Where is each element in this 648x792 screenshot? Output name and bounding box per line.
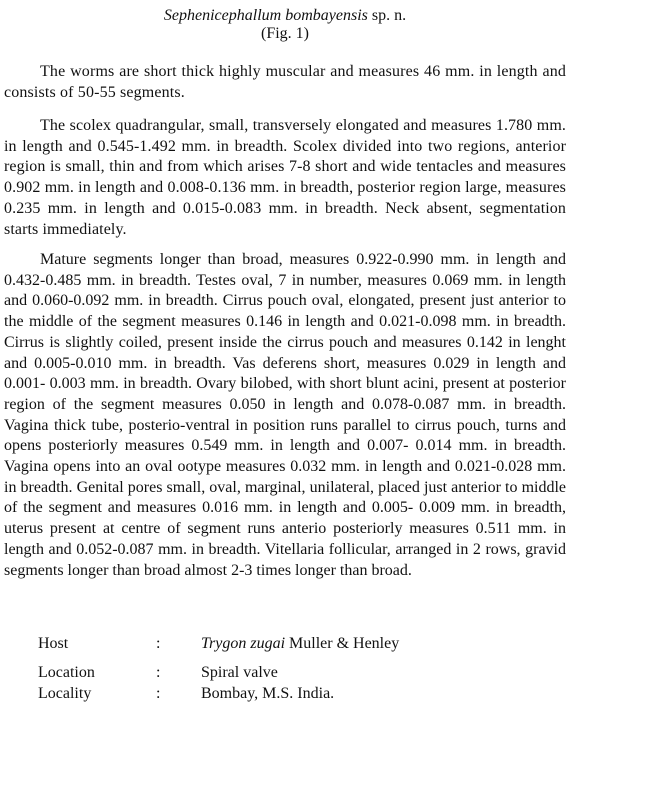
paragraph-scolex: The scolex quadrangular, small, transversely elongated and measures 1.780 mm. in length and 0.545-1.492 mm. in breadth. Scolex divided into two regions, anterior region is small, thin and from which arises 7-8 short and wide tentacles and measures 0.902 mm. in length and 0.008-0.136 mm. in breadth, posterior region large, measures 0.235 mm. in length and 0.015-0.083 mm. in breadth. Neck absent, segmentation starts immediately. bbox=[4, 117, 566, 238]
metadata-row-location bbox=[38, 663, 538, 683]
metadata-label: Host bbox=[38, 635, 69, 652]
paragraph-mature-segments: Mature segments longer than broad, measures 0.922-0.990 mm. in length and 0.432-0.485 mm. in breadth. Testes oval, 7 in number, measures 0.069 mm. in length and 0.060-0.092 mm. in breadth. Cirrus pouch oval, elongated, present just anterior to the middle of the segment measures 0.146 in length and 0.021-0.098 mm. in breadth. Cirrus is slightly coiled, present inside the cirrus pouch and measures 0.142 in lenght and 0.005-0.010 mm. in breadth. Vas deferens short, measures 0.029 in length and 0.001- 0.003 mm. in breadth. Ovary bilobed, with short blunt acini, present at posterior region of the segment measures 0.050 in length and 0.078-0.087 mm. in breadth. Vagina thick tube, posterio-ventral in position runs parallel to cirrus pouch, turns and opens posteriorly measures 0.549 mm. in length and 0.007- 0.014 mm. in breadth. Vagina opens into an oval ootype measures 0.032 mm. in length and 0.021-0.028 mm. in breadth. Genital pores small, oval, marginal, unilateral, placed just anterior to middle of the segment and measures 0.016 mm. in length and 0.005- 0.009 mm. in breadth, uterus present at centre of segment runs anterio posteriorly measures 0.511 mm. in length and 0.052-0.087 mm. in breadth. Vitellaria follicular, arranged in 2 rows, gravid segments longer than broad almost 2-3 times longer than broad. bbox=[4, 251, 566, 579]
metadata-label: Locality bbox=[38, 685, 92, 702]
host-authority: Muller & Henley bbox=[285, 635, 400, 652]
species-title bbox=[4, 6, 566, 26]
metadata-value: Bombay, M.S. India. bbox=[201, 685, 335, 702]
metadata-label: Location bbox=[38, 664, 95, 681]
figure-reference: (Fig. 1) bbox=[261, 25, 309, 42]
species-name: Sephenicephallum bombayensis bbox=[163, 7, 368, 24]
metadata-value: Spiral valve bbox=[201, 664, 278, 681]
metadata-row-locality bbox=[38, 684, 538, 704]
metadata-row-host bbox=[38, 634, 538, 654]
metadata-separator: : bbox=[156, 664, 161, 681]
species-suffix: sp. n. bbox=[367, 7, 407, 24]
metadata-separator: : bbox=[156, 635, 161, 652]
host-species-name: Trygon zugai bbox=[201, 635, 286, 652]
metadata-separator: : bbox=[156, 685, 161, 702]
metadata-value bbox=[201, 634, 399, 654]
paragraph-general-description: The worms are short thick highly muscular and measures 46 mm. in length and consists of 50-55 segments. bbox=[4, 63, 566, 101]
